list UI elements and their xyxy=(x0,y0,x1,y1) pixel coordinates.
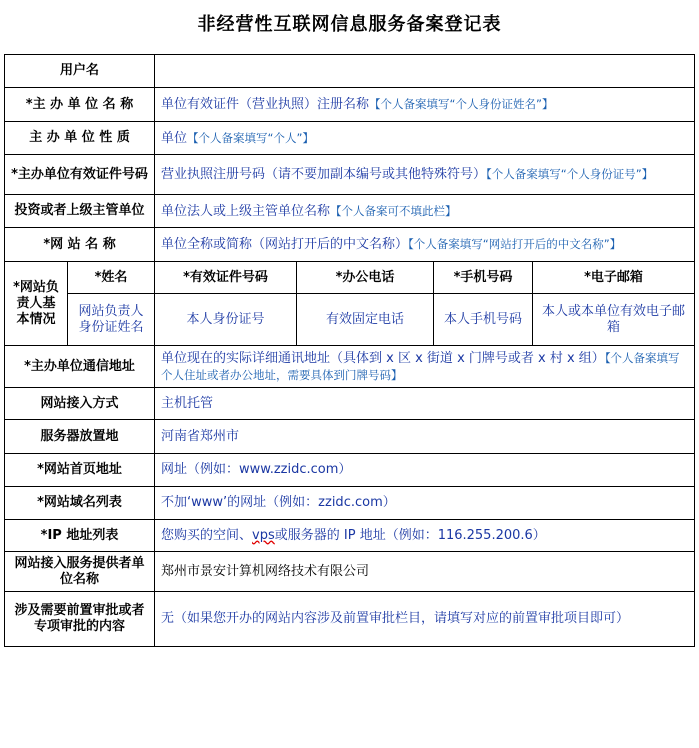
ip-list-text-pre: 您购买的空间、 xyxy=(161,527,253,543)
contact-header-email: *电子邮箱 xyxy=(533,262,695,294)
value-approval[interactable]: 无（如果您开办的网站内容涉及前置审批栏目，请填写对应的前置审批项目即可） xyxy=(155,592,695,647)
registration-form-table xyxy=(4,54,695,647)
address-hint: 【个人备案填写个人住址或者办公地址，需要具体到门牌号码】 xyxy=(161,350,680,382)
label-provider: 网站接入服务提供者单位名称 xyxy=(5,552,155,592)
org-name-text: 单位有效证件（营业执照）注册名称 xyxy=(161,97,370,112)
label-approval: 涉及需要前置审批或者专项审批的内容 xyxy=(5,592,155,647)
org-cert-text: 营业执照注册号码（请不要加副本编号或其他特殊符号） xyxy=(161,167,487,182)
row-contact-headers xyxy=(5,262,695,294)
row-contact-values xyxy=(5,294,695,346)
contact-header-mobile: *手机号码 xyxy=(434,262,533,294)
superior-text: 单位法人或上级主管单位名称 xyxy=(161,203,331,219)
contact-value-mobile[interactable]: 本人手机号码 xyxy=(434,294,533,346)
contact-value-office-phone[interactable]: 有效固定电话 xyxy=(297,294,434,346)
org-type-text: 单位 xyxy=(161,130,188,146)
row-approval xyxy=(5,592,695,647)
address-text: 单位现在的实际详细通讯地址（具体到 x 区 x 街道 x 门牌号或者 x 村 x 组） xyxy=(161,350,605,366)
value-site-name[interactable] xyxy=(155,228,695,262)
row-user-name xyxy=(5,55,695,88)
row-org-name xyxy=(5,88,695,122)
label-org-name: *主 办 单 位 名 称 xyxy=(5,88,155,122)
contact-value-email[interactable]: 本人或本单位有效电子邮箱 xyxy=(533,294,695,346)
value-org-cert[interactable] xyxy=(155,155,695,195)
org-name-hint: 【个人备案填写“个人身份证姓名”】 xyxy=(369,97,554,111)
label-domains: *网站域名列表 xyxy=(5,487,155,520)
label-access-mode: 网站接入方式 xyxy=(5,388,155,420)
row-homepage xyxy=(5,454,695,487)
row-server-location xyxy=(5,420,695,454)
site-name-text: 单位全称或简称（网站打开后的中文名称） xyxy=(161,237,409,252)
row-access-mode xyxy=(5,388,695,420)
value-domains[interactable]: 不加‘www’的网址（例如：zzidc.com） xyxy=(155,487,695,520)
label-org-type: 主 办 单 位 性 质 xyxy=(5,122,155,155)
value-provider[interactable]: 郑州市景安计算机网络技术有限公司 xyxy=(155,552,695,592)
page-title: 非经营性互联网信息服务备案登记表 xyxy=(197,14,502,35)
row-provider xyxy=(5,552,695,592)
ip-list-text-post: 或服务器的 IP 地址（例如：116.255.200.6） xyxy=(274,527,546,543)
contact-header-id: *有效证件号码 xyxy=(155,262,297,294)
value-superior[interactable] xyxy=(155,195,695,228)
ip-list-vps: vps xyxy=(252,527,275,543)
value-ip-list[interactable] xyxy=(155,520,695,552)
label-site-name: *网 站 名 称 xyxy=(5,228,155,262)
label-address: *主办单位通信地址 xyxy=(5,346,155,388)
value-access-mode[interactable]: 主机托管 xyxy=(155,388,695,420)
contact-header-office-phone: *办公电话 xyxy=(297,262,434,294)
value-org-name[interactable] xyxy=(155,88,695,122)
row-org-cert xyxy=(5,155,695,195)
value-user-name[interactable] xyxy=(155,55,695,88)
value-address[interactable] xyxy=(155,346,695,388)
site-name-hint: 【个人备案填写“网站打开后的中文名称”】 xyxy=(408,237,622,251)
org-type-hint: 【个人备案填写“个人”】 xyxy=(187,130,314,145)
superior-hint: 【个人备案可不填此栏】 xyxy=(330,203,457,218)
value-server-location[interactable]: 河南省郑州市 xyxy=(155,420,695,454)
label-contact: *网站负责人基本情况 xyxy=(5,262,68,346)
row-superior xyxy=(5,195,695,228)
label-user-name: 用户名 xyxy=(5,55,155,88)
contact-value-id[interactable]: 本人身份证号 xyxy=(155,294,297,346)
label-ip-list: *IP 地址列表 xyxy=(5,520,155,552)
row-site-name xyxy=(5,228,695,262)
contact-header-name: *姓名 xyxy=(68,262,155,294)
label-superior: 投资或者上级主管单位 xyxy=(5,195,155,228)
org-cert-hint: 【个人备案填写“个人身份证号”】 xyxy=(486,167,654,181)
contact-value-name[interactable]: 网站负责人身份证姓名 xyxy=(68,294,155,346)
row-org-type xyxy=(5,122,695,155)
label-server-location: 服务器放置地 xyxy=(5,420,155,454)
label-org-cert: *主办单位有效证件号码 xyxy=(5,155,155,195)
label-homepage: *网站首页地址 xyxy=(5,454,155,487)
row-ip-list xyxy=(5,520,695,552)
value-org-type[interactable] xyxy=(155,122,695,155)
row-address xyxy=(5,346,695,388)
row-domains xyxy=(5,487,695,520)
value-homepage[interactable]: 网址（例如：www.zzidc.com） xyxy=(155,454,695,487)
